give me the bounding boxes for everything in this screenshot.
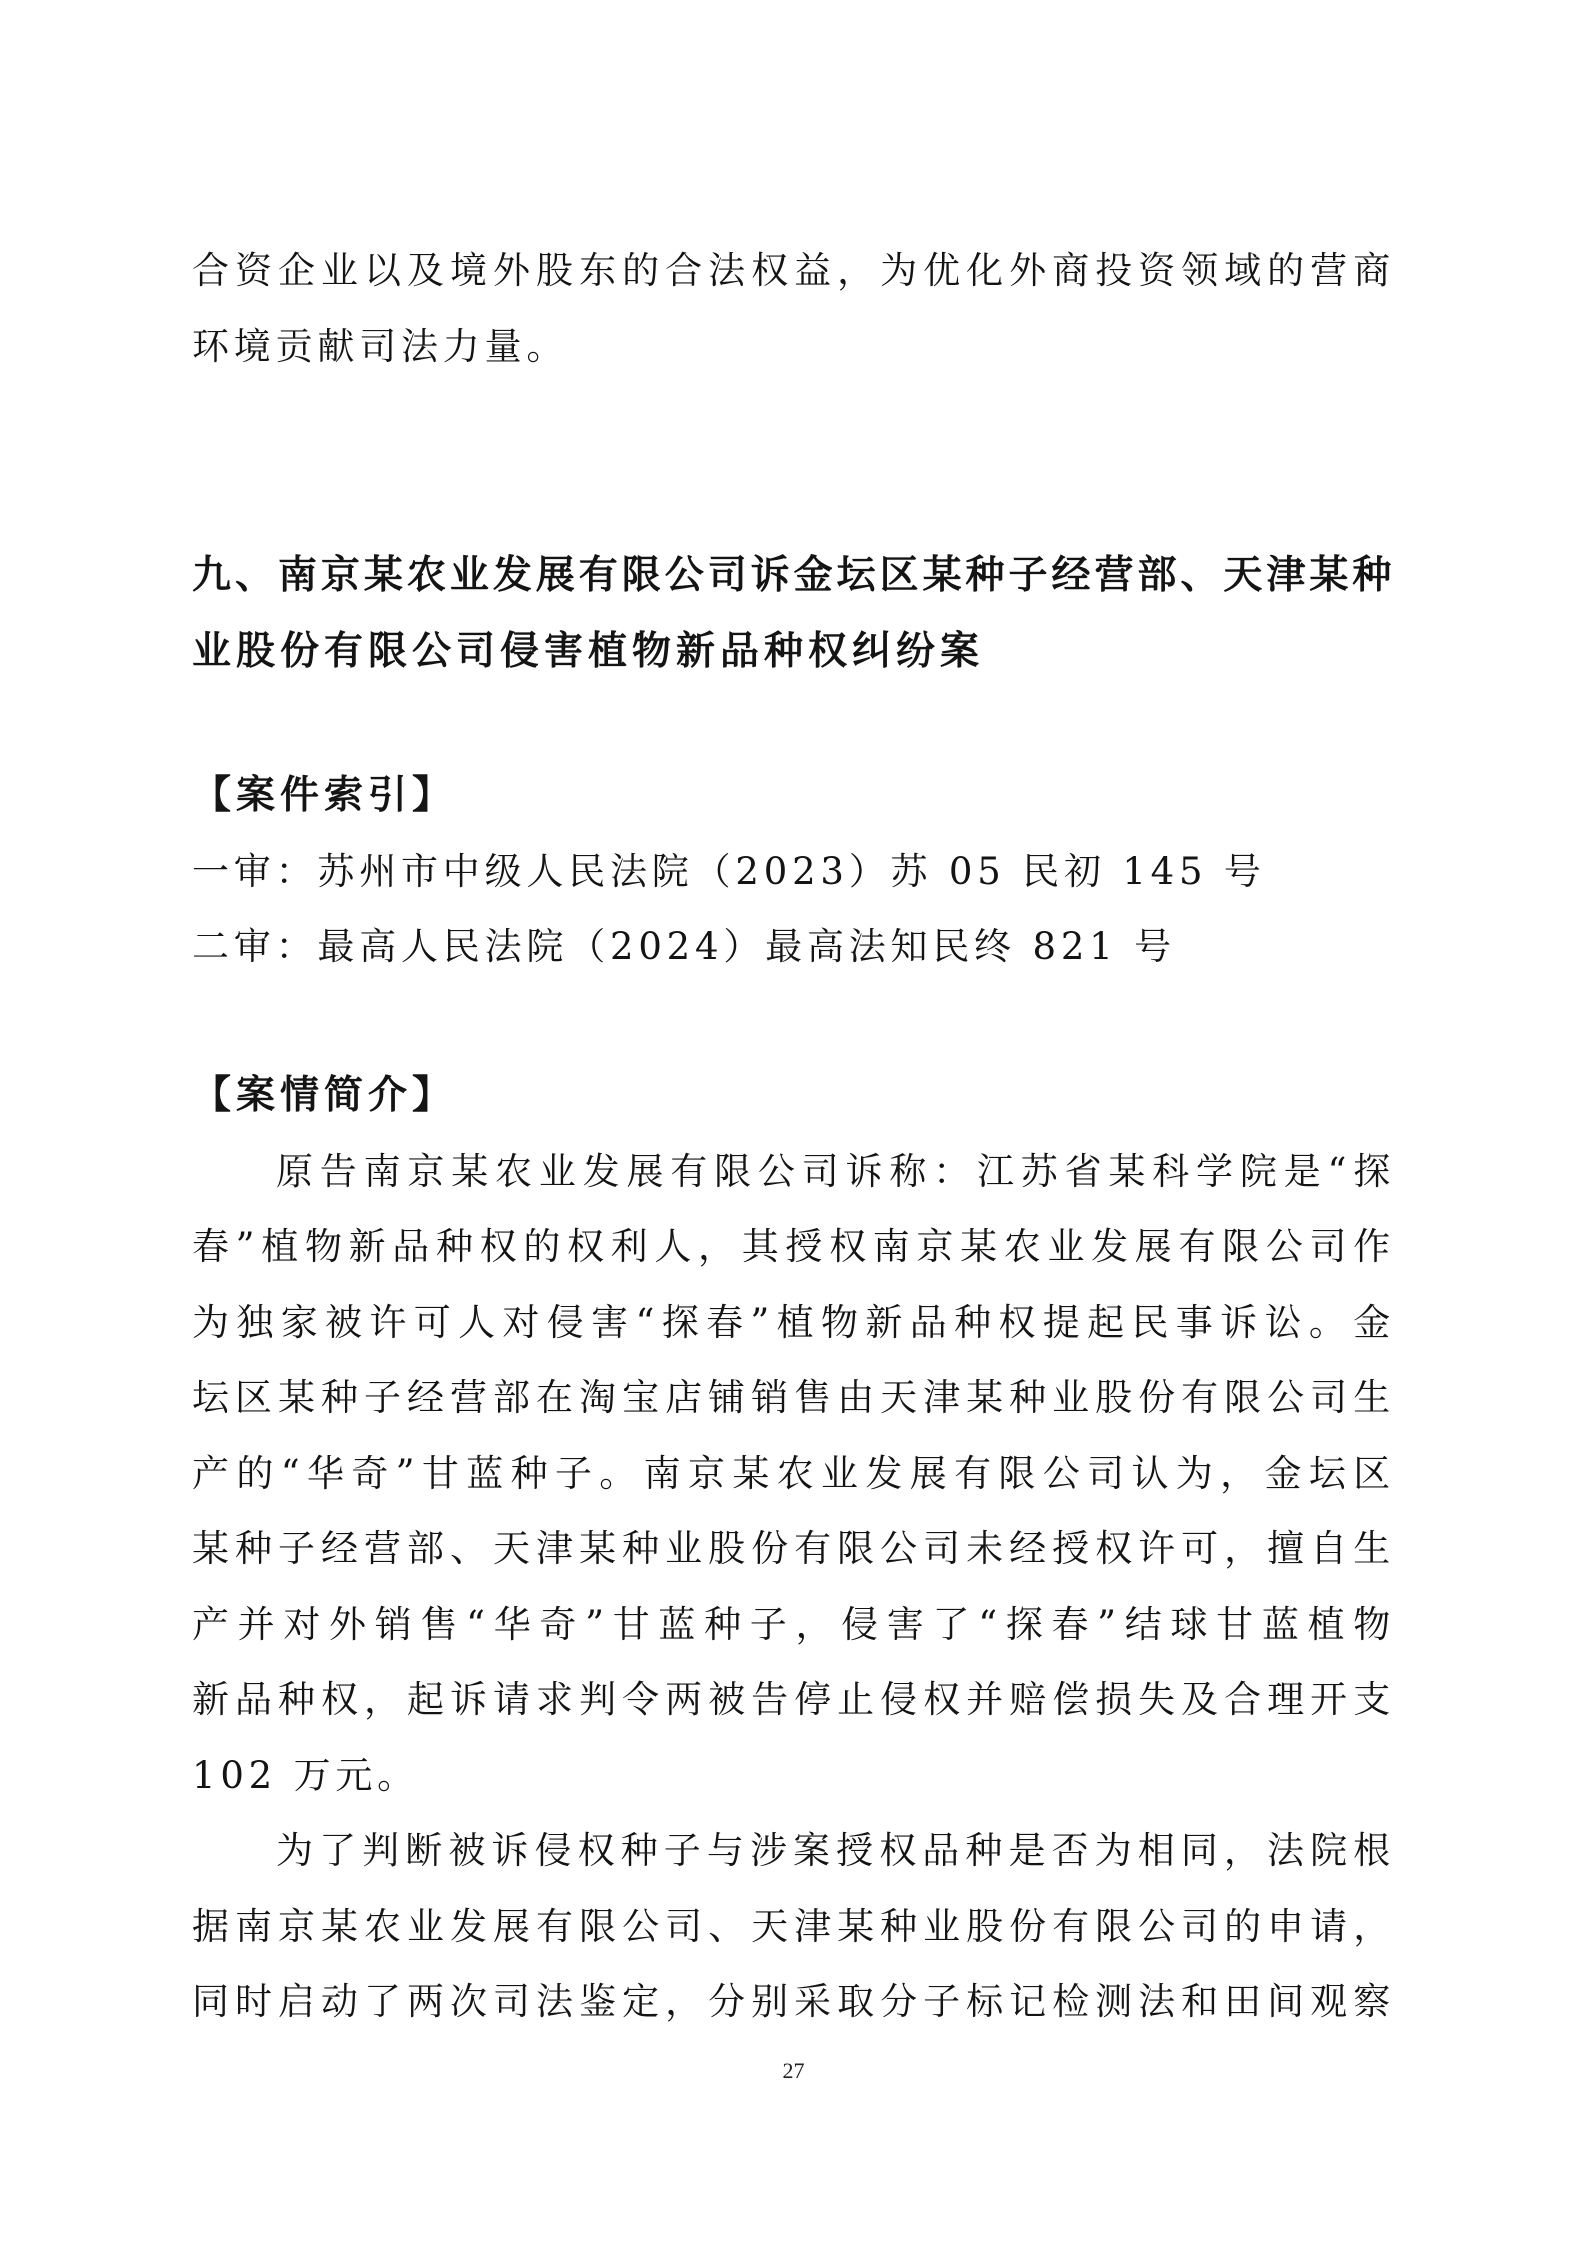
- summary-line: 春”植物新品种权的权利人，其授权南京某农业发展有限公司作: [192, 1225, 1395, 1268]
- case-index-label: 【案件索引】: [192, 773, 457, 818]
- heading-line: 业股份有限公司侵害植物新品种权纠纷案: [192, 628, 985, 674]
- case-summary-label: 【案情简介】: [192, 1073, 457, 1118]
- section-heading: [192, 538, 1395, 689]
- summary-line: 据南京某农业发展有限公司、天津某种业股份有限公司的申请，: [192, 1904, 1395, 1948]
- summary-line: 为独家被许可人对侵害“探春”植物新品种权提起民事诉讼。金: [192, 1300, 1395, 1344]
- text-line: 合资企业以及境外股东的合法权益，为优化外商投资领域的营商: [192, 249, 1395, 292]
- case-index-section: [192, 758, 1395, 985]
- page-number: 27: [782, 2058, 805, 2083]
- heading-line: 九、南京某农业发展有限公司诉金坛区某种子经营部、天津某种: [192, 553, 1395, 598]
- summary-line: 产的“华奇”甘蓝种子。南京某农业发展有限公司认为，金坛区: [192, 1451, 1395, 1495]
- summary-line: 某种子经营部、天津某种业股份有限公司未经授权许可，擅自生: [192, 1527, 1395, 1570]
- summary-line: 新品种权，起诉请求判令两被告停止侵权并赔偿损失及合理开支: [192, 1678, 1395, 1721]
- summary-line: 102 万元。: [192, 1753, 419, 1797]
- text-line: 环境贡献司法力量。: [192, 324, 569, 368]
- continuation-paragraph: [192, 233, 1395, 384]
- first-instance-line: 一审：苏州市中级人民法院（2023）苏 05 民初 145 号: [192, 849, 1266, 893]
- case-summary-section: [192, 1058, 1395, 2040]
- summary-line: 坛区某种子经营部在淘宝店铺销售由天津某种业股份有限公司生: [192, 1376, 1395, 1419]
- summary-line: 同时启动了两次司法鉴定，分别采取分子标记检测法和田间观察: [192, 1980, 1395, 2023]
- summary-line: 原告南京某农业发展有限公司诉称：江苏省某科学院是“探: [276, 1149, 1395, 1193]
- second-instance-line: 二审：最高人民法院（2024）最高法知民终 821 号: [192, 925, 1176, 968]
- summary-line: 为了判断被诉侵权种子与涉案授权品种是否为相同，法院根: [276, 1829, 1395, 1872]
- summary-line: 产并对外销售“华奇”甘蓝种子，侵害了“探春”结球甘蓝植物: [192, 1602, 1395, 1646]
